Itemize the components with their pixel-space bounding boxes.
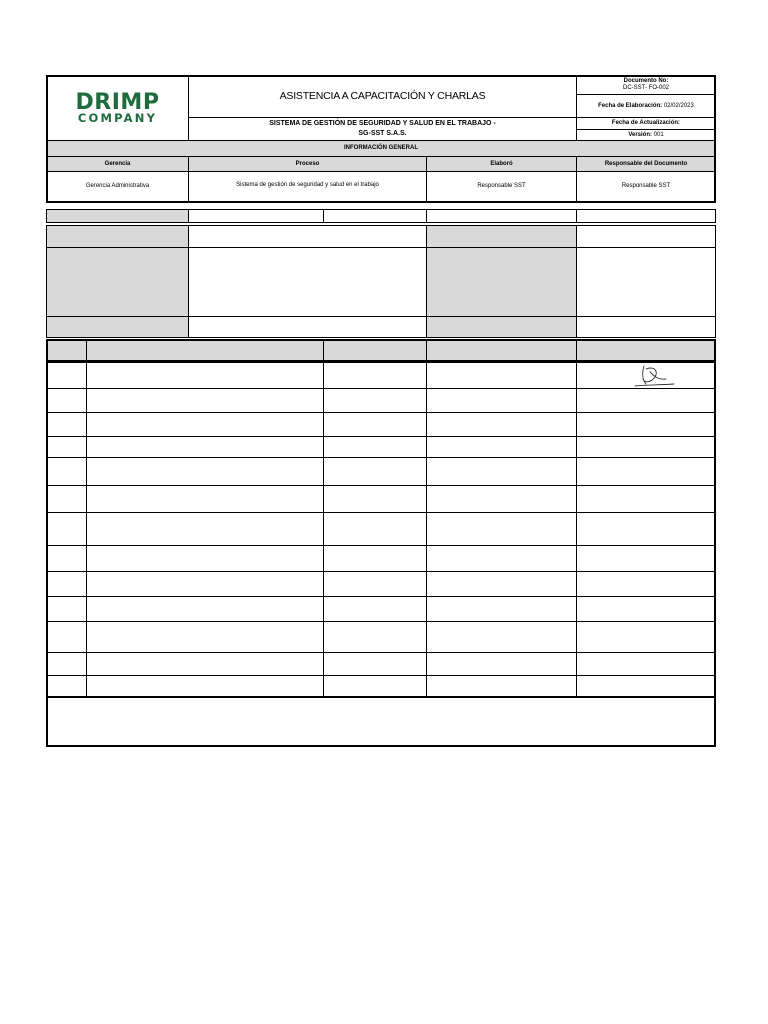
management-system-line1: SISTEMA DE GESTIÓN DE SEGURIDAD Y SALUD EN EL TRABAJO - [269,119,496,127]
info-field-cell[interactable] [323,209,427,223]
info-label-cell [426,225,577,248]
value-responsable: Responsable SST [576,171,716,203]
attendance-form [46,75,716,747]
elaboration-date-label: Fecha de Elaboración: [598,102,663,109]
version-value: 001 [653,131,664,138]
logo-main-text: DRIMP [75,90,160,115]
info-label-cell [426,316,577,338]
elaboration-date-value: 02/02/2023 [663,102,694,109]
column-header-responsable: Responsable del Documento [576,156,716,172]
document-number-value: DC-SST- FO-002 [622,85,669,91]
document-number-label: Documento No: [623,78,669,85]
info-field-cell[interactable] [576,316,716,338]
column-header-gerencia: Gerencia [46,156,189,172]
info-field-cell[interactable] [576,247,716,317]
info-field-cell[interactable] [188,225,427,248]
info-field-cell[interactable] [188,316,427,338]
column-header-elaboro: Elaboró [426,156,577,172]
info-label-cell [46,225,189,248]
value-elaboro: Responsable SST [426,171,577,203]
info-label-cell [46,209,189,223]
version-label: Versión: [628,131,652,138]
info-label-cell [426,247,577,317]
info-field-cell[interactable] [576,225,716,248]
info-label-cell [46,316,189,338]
document-title: ASISTENCIA A CAPACITACIÓN Y CHARLAS [188,75,577,118]
general-info-heading: INFORMACIÓN GENERAL [46,140,716,157]
form-outer-border [46,75,716,203]
logo-sub-text: COMPANY [77,111,158,125]
management-system-line2: SG-SST S.A.S. [358,130,407,137]
value-proceso: Sistema de gestión de seguridad y salud en el trabajo [188,171,427,203]
table-outer-border [46,339,716,747]
info-field-cell[interactable] [576,209,716,223]
value-gerencia: Gerencia Administrativa [46,171,189,203]
info-field-cell[interactable] [188,209,324,223]
info-field-cell[interactable] [426,209,577,223]
update-date-label: Fecha de Actualización: [611,120,681,127]
info-label-cell [46,247,189,317]
column-header-proceso: Proceso [188,156,427,172]
info-field-cell[interactable] [188,247,427,317]
